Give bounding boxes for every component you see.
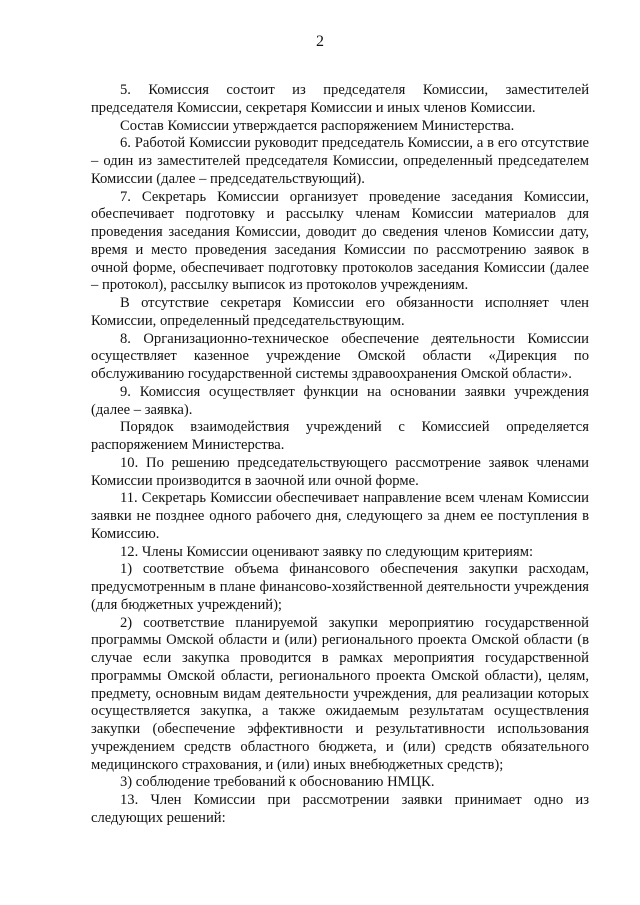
paragraph-10-review-form: 10. По решению председательствующего рассмотрение заявок членами Комиссии производится в заочной или очной форме. <box>91 454 589 489</box>
criterion-1: 1) соответствие объема финансового обеспечения закупки расходам, предусмотренным в плане финансово-хозяйственной деятельности учреждения (для бюджетных учреждений); <box>91 561 589 613</box>
paragraph-11-distribution: 11. Секретарь Комиссии обеспечивает направление всем членам Комиссии заявки не позднее одного рабочего дня, следующего за днем ее поступления в Комиссию. <box>91 490 589 542</box>
paragraph-8-support: 8. Организационно-техническое обеспечение деятельности Комиссии осуществляет казенное учреждение Омской области «Дирекция по обслуживанию государственной системы здравоохранения Омской области». <box>91 330 589 382</box>
criterion-2: 2) соответствие планируемой закупки мероприятию государственной программы Омской области и (или) регионального проекта Омской области (в случае если закупка проводится в рамках мероприятия государственной программы Омской области, регионального проекта Омской области), целям, предмету, основным видам деятельности учреждения, для реализации которых осуществляется закупка, а также ожидаемым результатам осуществления закупки (обеспечение эффективности и результативности использования учреждением средств областного бюджета, и (или) средств обязательного медицинского страхования, и (или) иных внебюджетных средств); <box>91 614 589 773</box>
paragraph-secretary-absence: В отсутствие секретаря Комиссии его обязанности исполняет член Комиссии, определенный председательствующим. <box>91 295 589 329</box>
paragraph-9-functions: 9. Комиссия осуществляет функции на основании заявки учреждения (далее – заявка). <box>91 383 589 418</box>
paragraph-6-chairman: 6. Работой Комиссии руководит председатель Комиссии, а в его отсутствие – один из заместителей председателя Комиссии, определенный председателем Комиссии (далее – председательствующий). <box>91 135 589 187</box>
document-body <box>91 82 589 828</box>
paragraph-5-commission-composition: 5. Комиссия состоит из председателя Комиссии, заместителей председателя Комиссии, секретаря Комиссии и иных членов Комиссии. <box>91 82 589 116</box>
paragraph-7-secretary: 7. Секретарь Комиссии организует проведение заседания Комиссии, обеспечивает подготовку и рассылку членам Комиссии материалов для проведения заседания Комиссии, доводит до сведения членов Комиссии дату, время и место проведения заседания Комиссии по рассмотрению заявок в очной форме, обеспечивает подготовку протоколов заседания Комиссии (далее – протокол), рассылку выписок из протоколов учреждениям. <box>91 188 589 294</box>
paragraph-13-decisions: 13. Член Комиссии при рассмотрении заявки принимает одно из следующих решений: <box>91 792 589 826</box>
paragraph-12-criteria: 12. Члены Комиссии оценивают заявку по следующим критериям: <box>120 543 533 560</box>
page-number: 2 <box>316 33 324 50</box>
criterion-3: 3) соблюдение требований к обоснованию НМЦК. <box>120 774 435 791</box>
paragraph-interaction-order: Порядок взаимодействия учреждений с Комиссией определяется распоряжением Министерства. <box>91 419 589 453</box>
paragraph-composition-approval: Состав Комиссии утверждается распоряжением Министерства. <box>120 117 515 134</box>
